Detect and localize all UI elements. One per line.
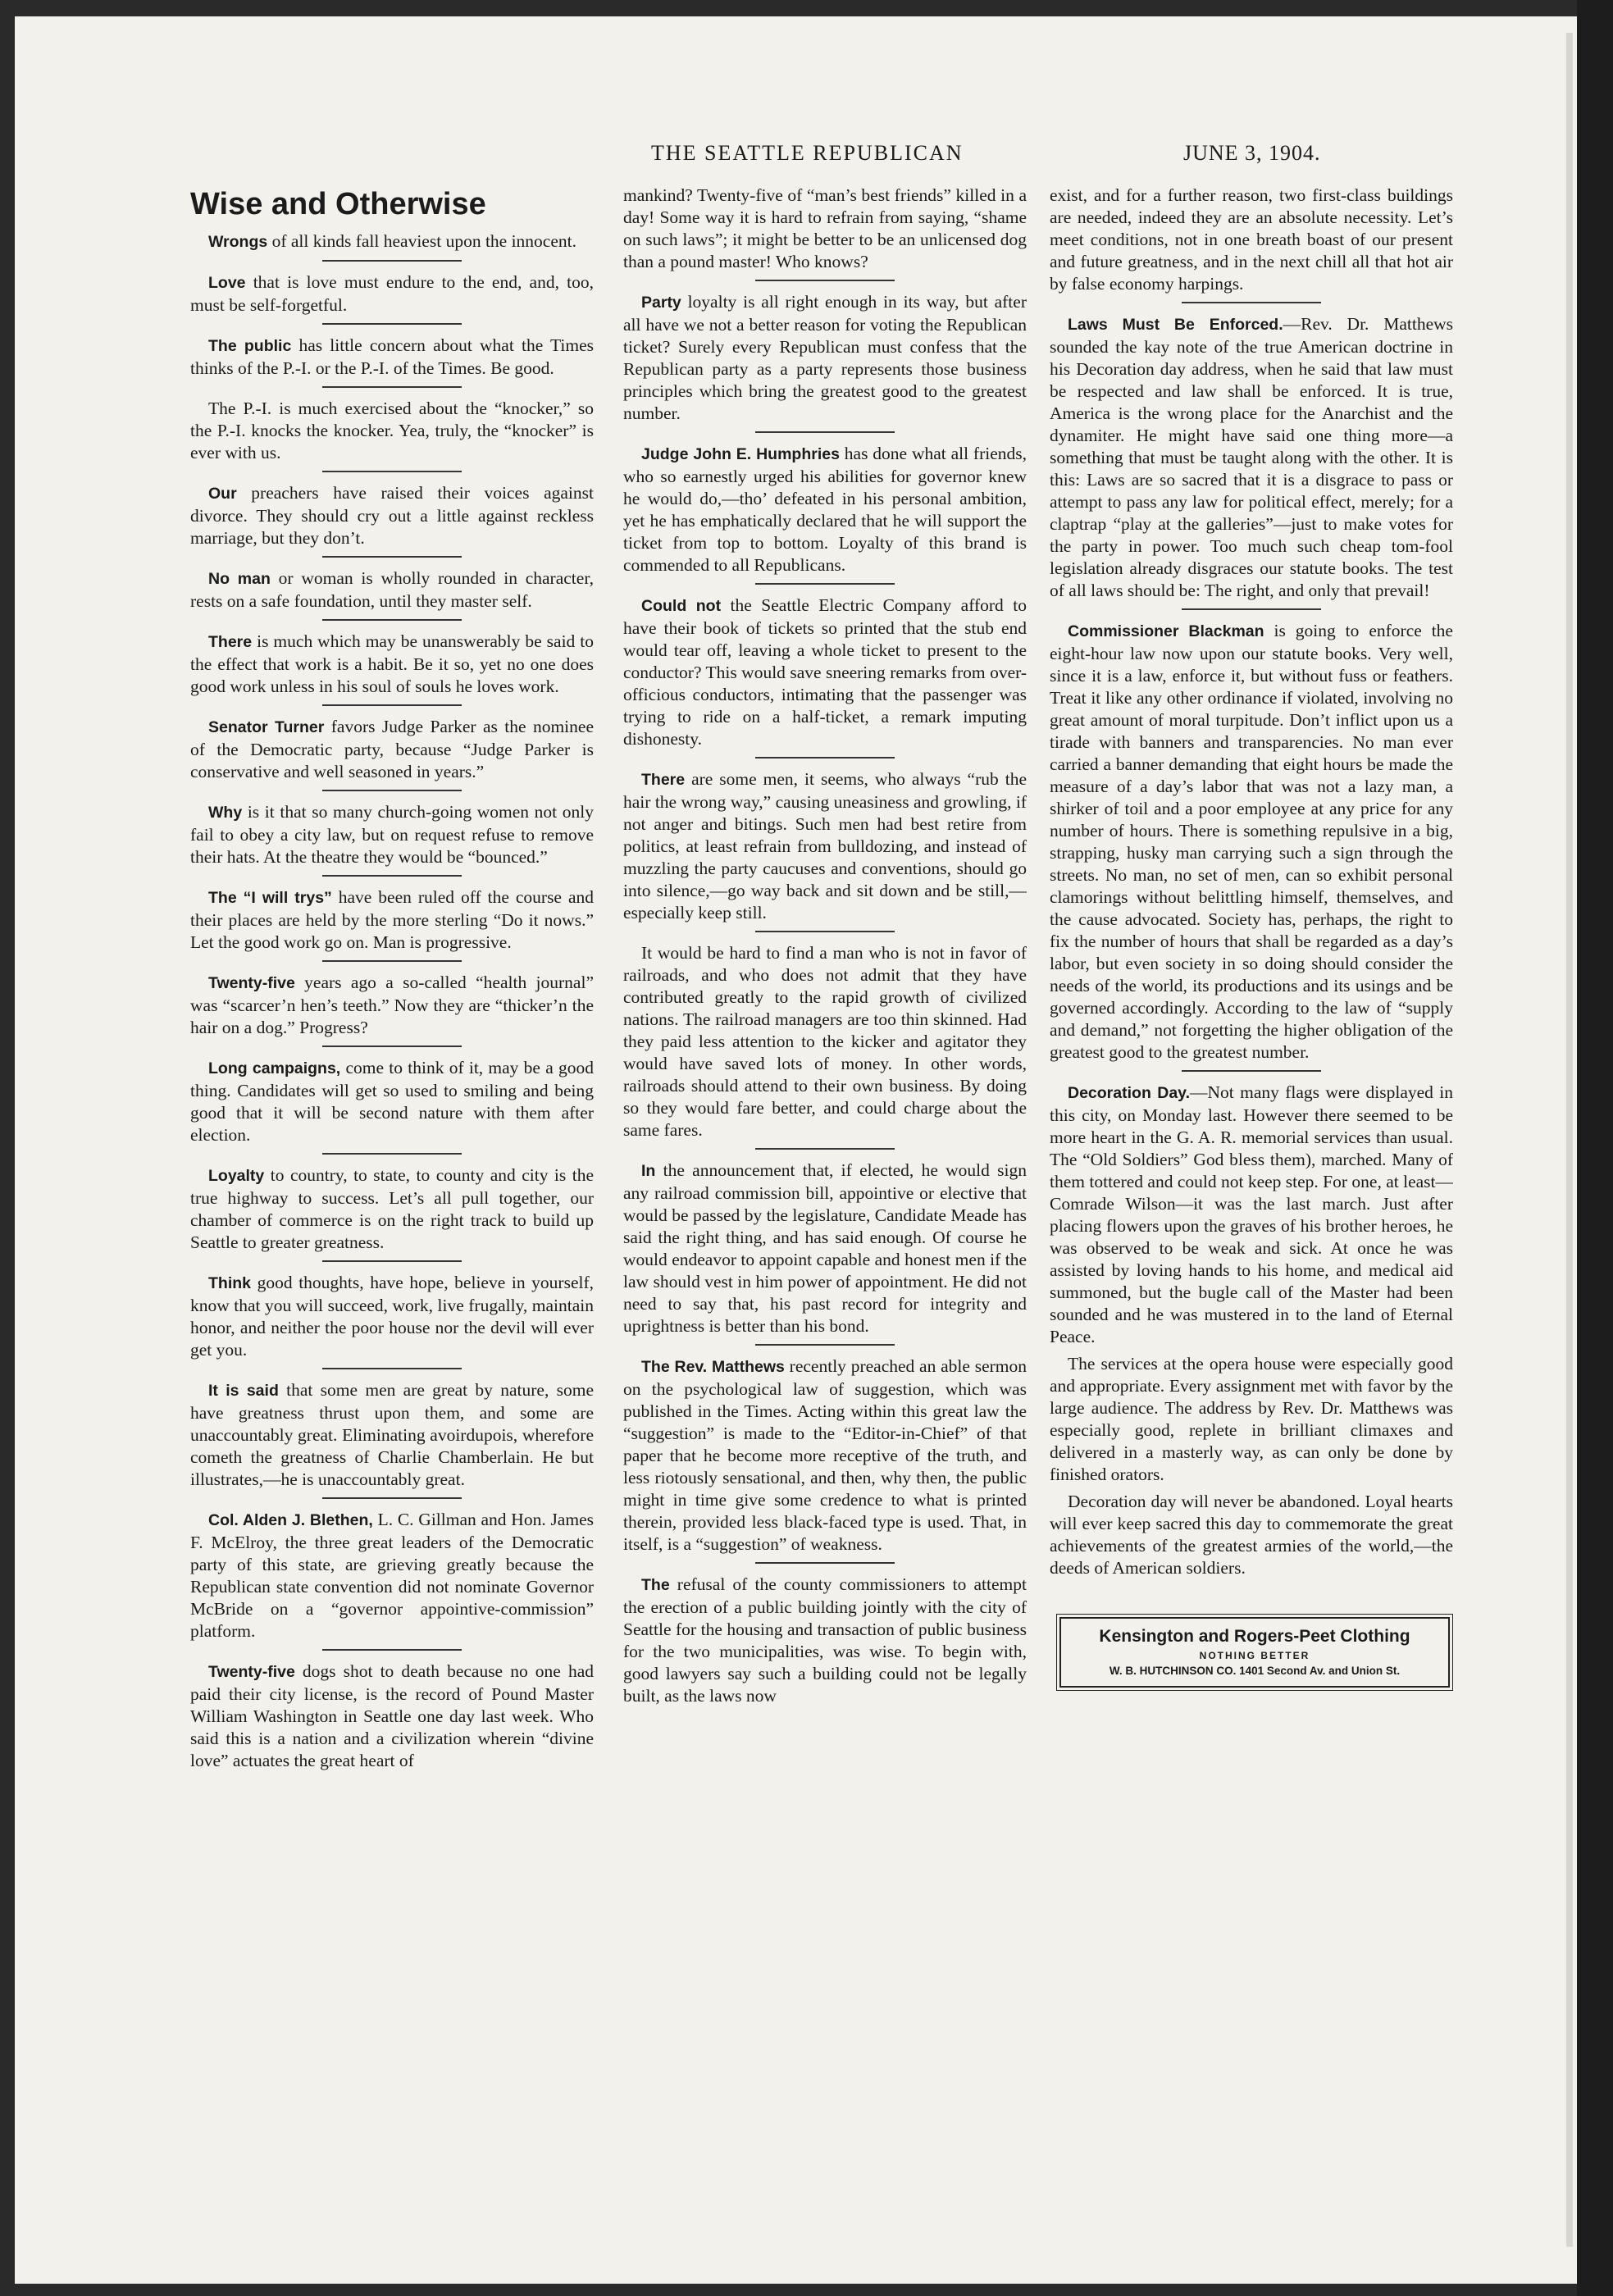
paragraph-text: that some men are great by nature, some have greatness thrust upon them, and some are unaccountably great. Eliminating avoirdupois, wherefore cometh the greatness of Charlie Chamberlain. He but illustrates,—he is unaccountably great. bbox=[190, 1380, 594, 1489]
paragraph-text: loyalty is all right enough in its way, but after all have we not a better reason for voting the Republican ticket? Surely every Republican must confess that the Republican party as a party represents those business principles which bring the greatest good to the greatest number. bbox=[623, 292, 1027, 423]
paragraph bbox=[623, 443, 1027, 576]
paragraph bbox=[623, 1574, 1027, 1707]
paragraph-lead: Senator Turner bbox=[208, 718, 325, 736]
paragraph-lead: Judge John E. Humphries bbox=[641, 445, 840, 463]
paragraph-text: exist, and for a further reason, two first-class buildings are needed, indeed they are an absolute necessity. Let’s meet conditions, not in one breath boast of our present and future greatness, and in the next chill all that hot air by false economy harpings. bbox=[1050, 185, 1453, 294]
paragraph-text: It would be hard to find a man who is not in favor of railroads, and who does not admit that they have contributed greatly to the rapid growth of civilized nations. The railroad managers are too thin skinned. Had they paid less attention to the kicker and agitator they would have saved lots of money. In other words, railroads should attend to their own business. By doing so they would fare better, and could charge about the same fares. bbox=[623, 943, 1027, 1140]
paragraph-lead: Col. Alden J. Blethen, bbox=[208, 1511, 373, 1529]
paragraph-text: has little concern about what the Times thinks of the P.-I. or the P.-I. of the Times. Be good. bbox=[190, 335, 594, 378]
book-spine bbox=[1577, 0, 1613, 2296]
paragraph-lead: The bbox=[641, 1576, 670, 1594]
paragraph bbox=[190, 1379, 594, 1491]
paragraph bbox=[190, 271, 594, 317]
newspaper-page bbox=[15, 16, 1577, 2284]
paragraph-lead: Think bbox=[208, 1274, 251, 1292]
paragraph-lead: There bbox=[641, 771, 686, 789]
separator-rule bbox=[322, 1260, 462, 1262]
paragraph-lead: Twenty-five bbox=[208, 1663, 295, 1681]
paragraph bbox=[623, 942, 1027, 1141]
paragraph bbox=[1050, 1491, 1453, 1579]
paragraph bbox=[190, 1057, 594, 1146]
separator-rule bbox=[1182, 1070, 1321, 1072]
separator-rule bbox=[755, 931, 895, 932]
paragraph-text: are some men, it seems, who always “rub the hair the wrong way,” causing uneasiness and growling, if not anger and bitings. Such men had best retire from politics, at least refrain from bulldozing, and instead of muzzling the party caucuses and conventions, should go into silence,—go way back and sit down and be still,—especially keep still. bbox=[623, 769, 1027, 922]
paragraph-text: is much which may be unanswerably be said to the effect that work is a habit. Be it so, yet no one does good work unless in his soul of souls he loves work. bbox=[190, 631, 594, 696]
paragraph-text: the announcement that, if elected, he would sign any railroad commission bill, appointive or elective that would be passed by the legislature, Candidate Meade has said the right thing, and has said enough. Of course he would endeavor to appoint capable and honest men if the law should vest in him power of appointment. He did not need to say that, his past record for integrity and uprightness is better than his bond. bbox=[623, 1160, 1027, 1336]
paragraph-text: mankind? Twenty-five of “man’s best friends” killed in a day! Some way it is hard to refrain from saying, “shame on such laws”; it might be better to be an unlicensed dog than a pound master! Who knows? bbox=[623, 185, 1027, 271]
paragraph bbox=[190, 886, 594, 954]
paragraph bbox=[190, 1660, 594, 1772]
separator-rule bbox=[755, 583, 895, 585]
paragraph bbox=[190, 716, 594, 783]
ad-address: W. B. HUTCHINSON CO. 1401 Second Av. and Union St. bbox=[1109, 1665, 1401, 1677]
paragraph bbox=[190, 230, 594, 253]
separator-rule bbox=[755, 1344, 895, 1346]
paragraph bbox=[1050, 1082, 1453, 1348]
paragraph-text: Decoration day will never be abandoned. Loyal hearts will ever keep sacred this day to commemorate the great achievements of the greatest armies of the world,—the deeds of American soldiers. bbox=[1050, 1492, 1453, 1578]
paragraph-lead: No man bbox=[208, 570, 271, 588]
paragraph-text: preachers have raised their voices against divorce. They should cry out a little against reckless marriage, but they don’t. bbox=[190, 483, 594, 548]
paragraph-text: L. C. Gillman and Hon. James F. McElroy, the three great leaders of the Democratic party of this state, are grieving greatly because the Republican state convention did not nominate Governor McBride on a “governor appointive-commission” platform. bbox=[190, 1510, 594, 1641]
separator-rule bbox=[322, 790, 462, 791]
paragraph bbox=[623, 768, 1027, 924]
column-3 bbox=[1050, 184, 1453, 2136]
separator-rule bbox=[755, 1562, 895, 1564]
paragraph-lead: Commissioner Blackman bbox=[1068, 622, 1264, 640]
separator-rule bbox=[322, 386, 462, 388]
column-1 bbox=[190, 184, 594, 2136]
paragraph-text: has done what all friends, who so earnestly urged his abilities for governor knew he would do,—tho’ defeated in his personal ambition, yet he has emphatically declared that he will support the ticket from top to bottom. Loyalty of this brand is commended to all Republicans. bbox=[623, 444, 1027, 575]
separator-rule bbox=[755, 757, 895, 758]
paragraph-text: favors Judge Parker as the nominee of the Democratic party, because “Judge Parker is conservative and well seasoned in years.” bbox=[190, 717, 594, 781]
paragraph-text: to country, to state, to county and city is the true highway to success. Let’s all pull together, our chamber of commerce is on the right track to build up Seattle to greater greatness. bbox=[190, 1165, 594, 1252]
paragraph bbox=[190, 972, 594, 1039]
paragraph-lead: Could not bbox=[641, 597, 722, 615]
paragraph bbox=[1050, 620, 1453, 1064]
paragraph bbox=[190, 801, 594, 868]
separator-rule bbox=[322, 471, 462, 472]
paragraph bbox=[1050, 313, 1453, 602]
paragraph-lead: The Rev. Matthews bbox=[641, 1358, 785, 1376]
paragraph bbox=[623, 1355, 1027, 1556]
masthead bbox=[15, 141, 1577, 174]
paragraph bbox=[190, 1164, 594, 1254]
separator-rule bbox=[322, 1497, 462, 1499]
paper-name: THE SEATTLE REPUBLICAN bbox=[651, 141, 964, 165]
paragraph-lead: Twenty-five bbox=[208, 974, 295, 992]
paragraph bbox=[623, 184, 1027, 273]
paragraph-text: recently preached an able sermon on the psychological law of suggestion, which was published in the Times. Acting within this great law the “suggestion” is made to the “Editor-in-Chief” of that paper that he become more receptive of the truth, and less riotously sensational, and then, why then, the public might in time give some credence to what is printed therein, provided less black-faced type is used. That, in itself, is a “suggestion” of weakness. bbox=[623, 1356, 1027, 1554]
paragraph bbox=[623, 291, 1027, 425]
paragraph-text: have been ruled off the course and their places are held by the more sterling “Do it nows.” Let the good work go on. Man is progressive. bbox=[190, 887, 594, 952]
separator-rule bbox=[1182, 608, 1321, 610]
paragraph bbox=[190, 482, 594, 549]
paragraph-text: or woman is wholly rounded in character, rests on a safe foundation, until they master self. bbox=[190, 568, 594, 611]
separator-rule bbox=[1182, 302, 1321, 303]
section-title: Wise and Otherwise bbox=[190, 187, 486, 221]
separator-rule bbox=[322, 323, 462, 325]
paragraph-lead: Party bbox=[641, 294, 681, 312]
separator-rule bbox=[322, 704, 462, 706]
separator-rule bbox=[322, 619, 462, 621]
paragraph-lead: Decoration Day. bbox=[1068, 1084, 1190, 1102]
separator-rule bbox=[755, 280, 895, 281]
paragraph-text: of all kinds fall heaviest upon the innocent. bbox=[267, 231, 576, 251]
paragraph-text: the Seattle Electric Company afford to have their book of tickets so printed that the stub end would tear off, leaving a whole ticket to present to the conductor? This would save sneering remarks from over-officious conductors, intimating that the passenger was trying to ride on a half-ticket, a remark imputing dishonesty. bbox=[623, 595, 1027, 749]
paragraph-lead: It is said bbox=[208, 1382, 279, 1400]
paragraph bbox=[190, 1509, 594, 1642]
paragraph-lead: Long campaigns, bbox=[208, 1059, 341, 1077]
separator-rule bbox=[755, 431, 895, 433]
paragraph-text: good thoughts, have hope, believe in yourself, know that you will succeed, work, live frugally, maintain honor, and neither the poor house nor the devil will ever get you. bbox=[190, 1273, 594, 1360]
paragraph bbox=[190, 398, 594, 464]
separator-rule bbox=[322, 1649, 462, 1651]
paragraph bbox=[1050, 1353, 1453, 1486]
paragraph bbox=[190, 335, 594, 380]
paragraph-lead: Our bbox=[208, 485, 237, 503]
paragraph bbox=[190, 631, 594, 698]
paragraph-lead: There bbox=[208, 633, 253, 651]
paragraph bbox=[1050, 184, 1453, 295]
paragraph-text: The P.-I. is much exercised about the “knocker,” so the P.-I. knocks the knocker. Yea, truly, the “knocker” is ever with us. bbox=[190, 399, 594, 462]
paragraph bbox=[190, 567, 594, 613]
paragraph-lead: In bbox=[641, 1162, 656, 1180]
paragraph-lead: Laws Must Be Enforced. bbox=[1068, 316, 1283, 334]
separator-rule bbox=[322, 556, 462, 558]
paragraph-text: dogs shot to death because no one had paid their city license, is the record of Pound Master William Washington in Seattle one day last week. Who said this is a nation and a civilization wherein “divine love” actuates the great heart of bbox=[190, 1661, 594, 1770]
separator-rule bbox=[322, 1368, 462, 1369]
paragraph bbox=[623, 1159, 1027, 1337]
paragraph-text: that is love must endure to the end, and, too, must be self-forgetful. bbox=[190, 272, 594, 315]
paragraph-text: come to think of it, may be a good thing. Candidates will get so used to smiling and being good that it will be second nature with them after election. bbox=[190, 1058, 594, 1145]
separator-rule bbox=[322, 260, 462, 262]
paragraph-lead: Wrongs bbox=[208, 233, 268, 251]
paragraph-text: —Not many flags were displayed in this city, on Monday last. However there seemed to be more heart in the G. A. R. memorial services than usual. The “Old Soldiers” God bless them), marched. Many of them tottered and could not keep step. For one, at least—Comrade Wilson—it was the last march. Just after placing flowers upon the graves of his brother heroes, he was observed to be weak and sick. At once he was assisted by loving hands to his home, and medical aid summoned, but the bugle call of the Master had been sounded and he was mustered in to the land of Eternal Peace. bbox=[1050, 1082, 1453, 1346]
column-2 bbox=[623, 184, 1027, 2136]
paragraph-text: years ago a so-called “health journal” was “scarcer’n hen’s teeth.” Now they are “thicker’n the hair on a dog.” Progress? bbox=[190, 973, 594, 1037]
paragraph-lead: The public bbox=[208, 337, 292, 355]
paragraph-text: refusal of the county commissioners to attempt the erection of a public building jointly with the city of Seattle for the housing and transaction of public business for the two municipalities, was wise. To begin with, good lawyers say such a building could not be legally built, as the laws now bbox=[623, 1574, 1027, 1706]
separator-rule bbox=[322, 1153, 462, 1155]
paragraph-lead: The “I will trys” bbox=[208, 889, 332, 907]
issue-date: JUNE 3, 1904. bbox=[1183, 141, 1321, 165]
separator-rule bbox=[755, 1148, 895, 1150]
separator-rule bbox=[322, 875, 462, 877]
paragraph bbox=[190, 1272, 594, 1361]
separator-rule bbox=[322, 960, 462, 962]
ad-subtitle: NOTHING BETTER bbox=[1199, 1650, 1310, 1661]
page-edge bbox=[1566, 33, 1573, 2247]
advertisement-box bbox=[1059, 1617, 1450, 1688]
paragraph-lead: Love bbox=[208, 274, 246, 292]
paragraph bbox=[623, 594, 1027, 750]
paragraph-text: —Rev. Dr. Matthews sounded the kay note of the true American doctrine in his Decoration day address, when he said that law must be respected and law shall be enforced. It is true, America is the wrong place for the Anarchist and the dynamiter. He might have said one thing more—a something that must be taught along with the other. It is this: Laws are so sacred that it is a disgrace to pass or attempt to pass any law for political effect, merely; for a claptrap “play at the galleries”—just to make votes for the party in power. Too much such cheap tom-fool legislation already disgraces our statute books. The test of all laws should be: The right, and only that prevail! bbox=[1050, 314, 1453, 600]
separator-rule bbox=[322, 1046, 462, 1047]
paragraph-text: is it that so many church-going women not only fail to obey a city law, but on request refuse to remove their hats. At the theatre they would be “bounced.” bbox=[190, 802, 594, 867]
paragraph-text: is going to enforce the eight-hour law now upon our statute books. Very well, since it is a law, enforce it, but without fuss or feathers. Treat it like any other ordinance if violated, involving no great amount of moral turpitude. Don’t inflict upon us a tirade with banners and transparencies. No man ever carried a banner demanding that eight hours be made the measure of a day’s labor that was not a lazy man, a shirker of toil and a poor employee at any price for any number of hours. There is something repulsive in a big, strapping, husky man carrying such a sign through the streets. No man, no set of men, can so exhibit personal clamorings without belittling himself, themselves, and the cause advocated. Society has, perhaps, the right to fix the number of hours that shall be regarded as a day’s labor, but even society in so doing should consider the needs of the world, its productions and its usings and be governed accordingly. According to the law of “supply and demand,” not forgetting the higher obligation of the greatest good to the greatest number. bbox=[1050, 621, 1453, 1062]
paragraph-text: The services at the opera house were especially good and appropriate. Every assignment met with favor by the large audience. The address by Rev. Dr. Matthews was especially good, replete in brilliant climaxes and delivered in a masterly way, as can only be done by finished orators. bbox=[1050, 1354, 1453, 1484]
paragraph-lead: Why bbox=[208, 804, 243, 822]
paragraph-lead: Loyalty bbox=[208, 1167, 265, 1185]
ad-title: Kensington and Rogers-Peet Clothing bbox=[1099, 1627, 1410, 1646]
